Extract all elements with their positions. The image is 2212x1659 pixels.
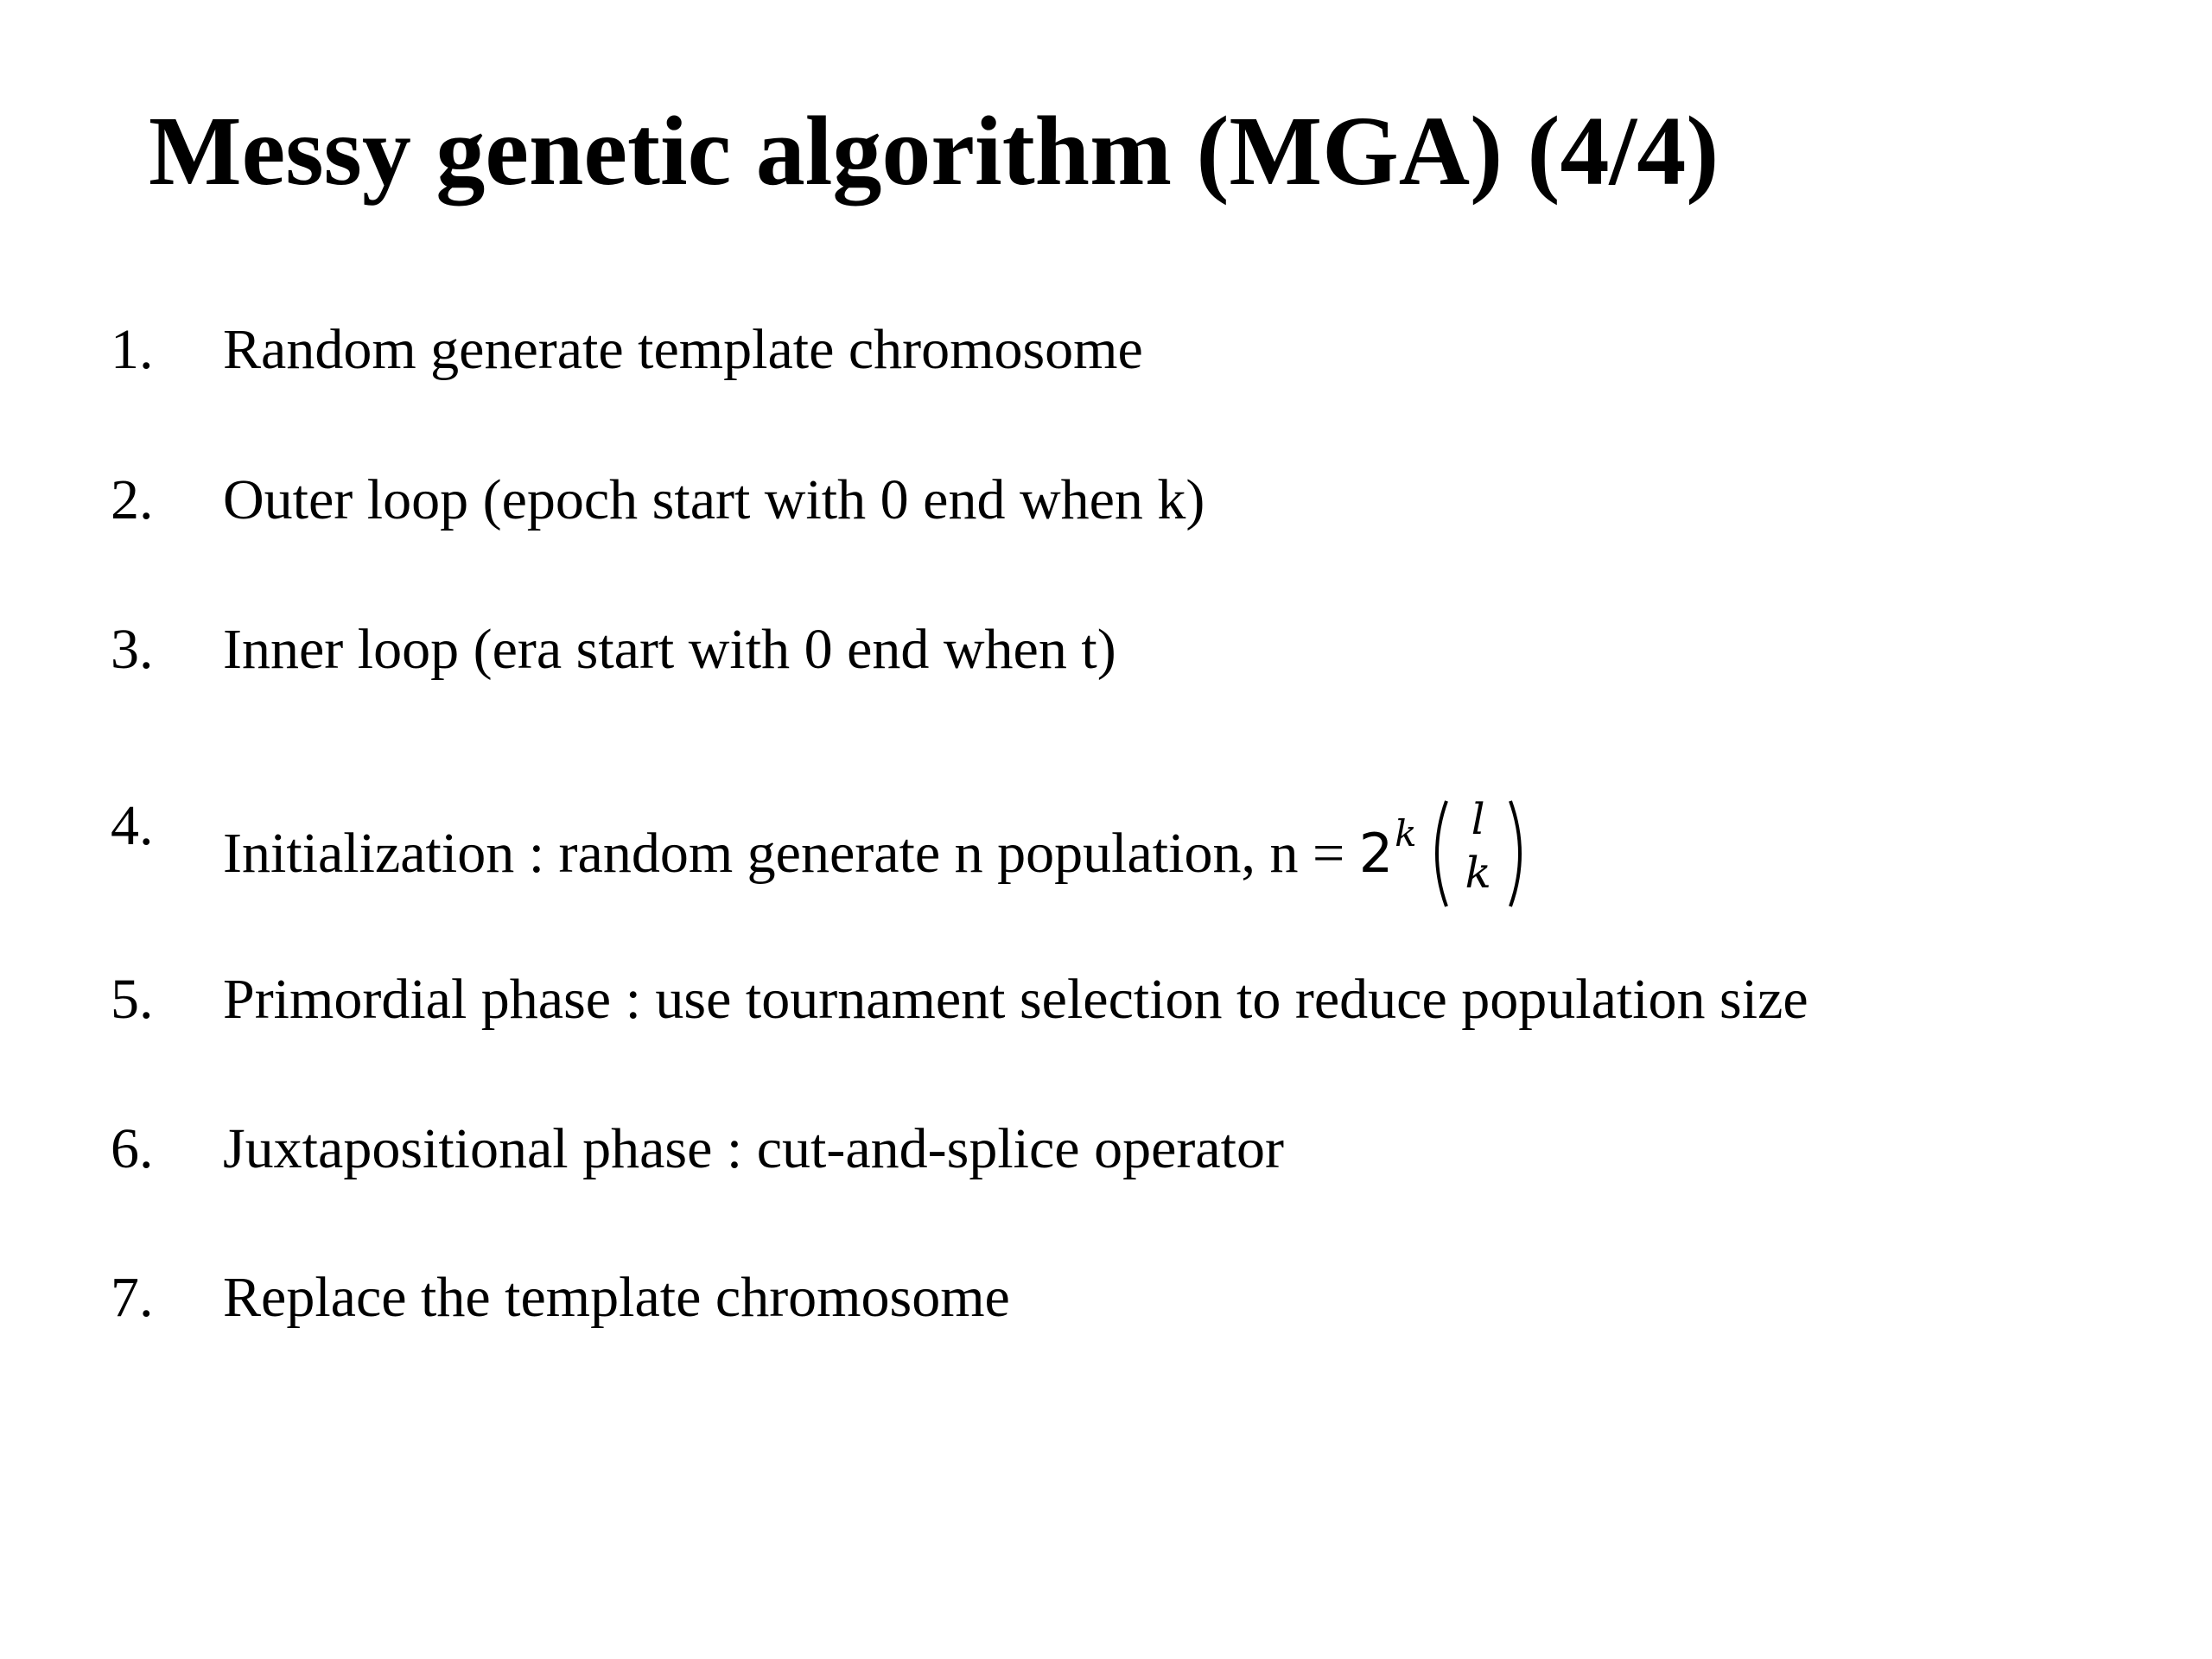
list-item-number: 5. [111,968,154,1031]
list-item-text: Outer loop (epoch start with 0 end when k) [223,468,1205,531]
list-item-number: 7. [111,1266,154,1329]
slide-title: Messy genetic algorithm (MGA) (4/4) [149,96,1719,206]
list-item-text: Initialization : random generate n population, n = [223,822,1359,885]
list-item-text: Replace the template chromosome [223,1266,1010,1329]
list-item-number: 2. [111,468,154,531]
formula-base: 2 [1358,822,1394,885]
list-item-text: Random generate template chromosome [223,318,1143,381]
list-item-text: Primordial phase : use tournament selection to reduce population size [223,968,1808,1031]
list-item-text-with-formula [223,794,1526,910]
list-item-number: 6. [111,1117,154,1180]
binomial-bottom: k [1465,848,1491,898]
list-item-number: 3. [111,618,154,681]
binomial-coefficient [1431,794,1526,910]
list-item-number: 4. [111,794,154,857]
formula-superscript: k [1395,812,1417,855]
list-item-text: Inner loop (era start with 0 end when t) [223,618,1116,681]
binomial-top: l [1471,794,1485,844]
population-formula [1358,794,1526,910]
list-item-number: 1. [111,318,154,381]
list-item-text: Juxtapositional phase : cut-and-splice operator [223,1117,1284,1180]
